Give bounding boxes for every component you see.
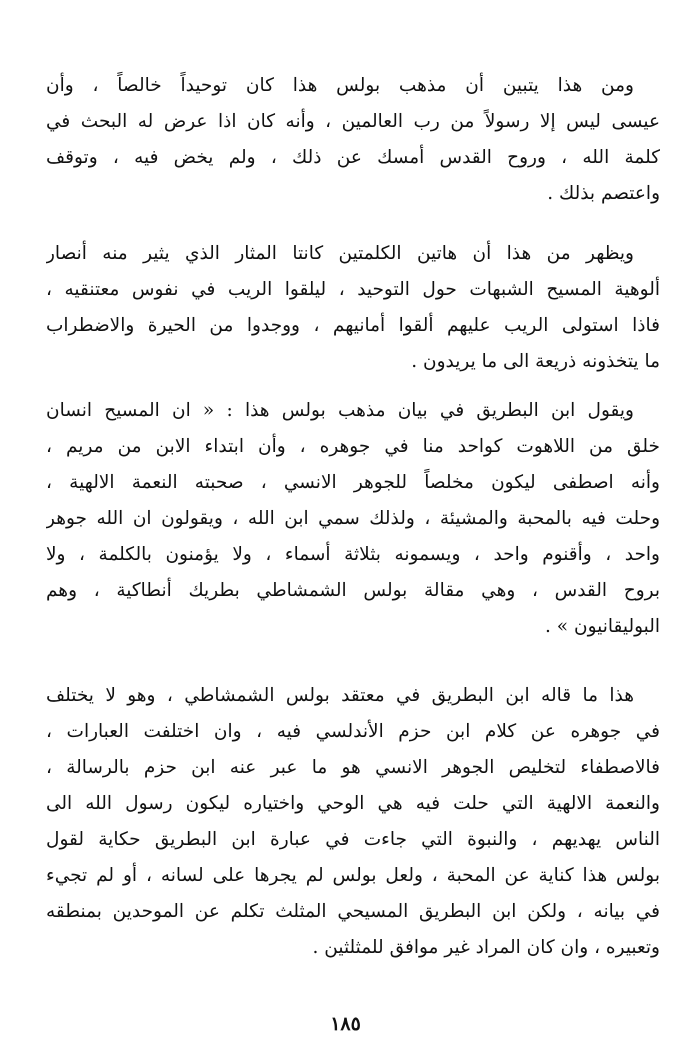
text-line: الناس يهديهم ، والنبوة التي جاءت في عبارة ابن البطريق حكاية لقول — [46, 829, 660, 850]
text-line: واحد ، وأقنوم واحد ، ويسمونه بثلاثة أسماء ، ولا يؤمنون بالكلمة ، ولا — [46, 544, 660, 565]
paragraph — [46, 678, 660, 966]
page-number: ١٨٥ — [330, 1013, 361, 1035]
text-line: والنعمة الالهية التي حلت فيه هي الوحي واختياره ليكون رسول الله الى — [46, 793, 660, 814]
paragraph — [46, 236, 660, 380]
paragraph — [46, 393, 660, 645]
text-line: وحلت فيه بالمحبة والمشيئة ، ولذلك سمي ابن الله ، ويقولون ان الله جوهر — [46, 508, 660, 529]
text-line: عيسى ليس إلا رسولاً من رب العالمين ، وأنه كان اذا عرض له البحث في — [46, 111, 660, 132]
text-line: بروح القدس ، وهي مقالة بولس الشمشاطي بطريك أنطاكية ، وهم — [46, 580, 660, 601]
text-line: هذا ما قاله ابن البطريق في معتقد بولس الشمشاطي ، وهو لا يختلف — [46, 685, 634, 706]
text-line: ويظهر من هذا أن هاتين الكلمتين كانتا المثار الذي يثير منه أنصار — [46, 243, 634, 264]
text-line: في بيانه ، ولكن ابن البطريق المسيحي المثلث تكلم عن الموحدين بمنطقه — [46, 901, 660, 922]
text-line: وأنه اصطفى ليكون مخلصاً للجوهر الانسي ، صحبته النعمة الالهية ، — [46, 472, 660, 493]
text-line: كلمة الله ، وروح القدس أمسك عن ذلك ، ولم يخض فيه ، وتوقف — [46, 147, 660, 168]
text-line: في جوهره عن كلام ابن حزم الأندلسي فيه ، وان اختلفت العبارات ، — [46, 721, 660, 742]
text-line: بولس هذا كناية عن المحبة ، ولعل بولس لم يجرها على لسانه ، أو لم تجيء — [46, 865, 660, 886]
text-line: البوليقانيون » . — [545, 616, 660, 637]
text-line: ما يتخذونه ذريعة الى ما يريدون . — [411, 351, 660, 372]
text-line: واعتصم بذلك . — [547, 183, 660, 204]
text-line: ويقول ابن البطريق في بيان مذهب بولس هذا : « ان المسيح انسان — [46, 400, 634, 421]
text-line: خلق من اللاهوت كواحد منا في جوهره ، وأن ابتداء الابن من مريم ، — [46, 436, 660, 457]
text-line: وتعبيره ، وان كان المراد غير موافق للمثلثين . — [312, 937, 660, 958]
paragraph — [46, 68, 660, 212]
text-line: ألوهية المسيح الشبهات حول التوحيد ، ليلقوا الريب في نفوس معتنقيه ، — [46, 279, 660, 300]
text-line: ومن هذا يتبين أن مذهب بولس هذا كان توحيداً خالصاً ، وأن — [46, 75, 634, 96]
text-line: فاذا استولى الريب عليهم ألقوا أمانيهم ، ووجدوا من الحيرة والاضطراب — [46, 315, 660, 336]
text-line: فالاصطفاء لتخليص الجوهر الانسي هو ما عبر عنه ابن حزم بالرسالة ، — [46, 757, 660, 778]
